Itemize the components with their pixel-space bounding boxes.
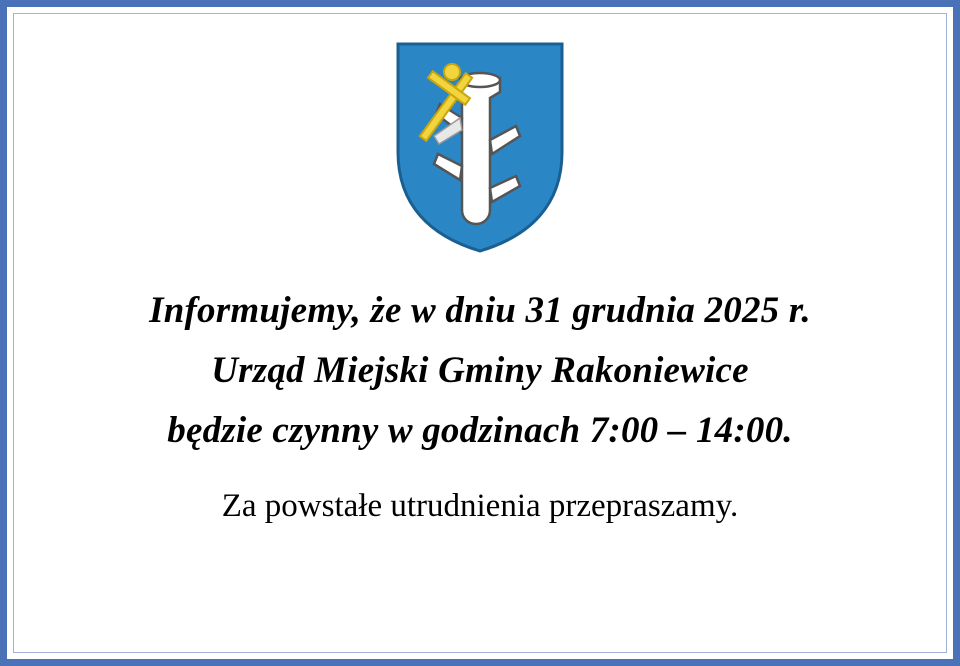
- notice-line-2: Urząd Miejski Gminy Rakoniewice: [211, 349, 749, 391]
- notice-line-1: Informujemy, że w dniu 31 grudnia 2025 r.: [149, 290, 811, 331]
- coat-of-arms-rakoniewice-icon: [390, 40, 570, 255]
- notice-text-block: [40, 281, 920, 528]
- notice-apology: Za powstałe utrudnienia przepraszamy.: [221, 487, 739, 524]
- notice-line-3: będzie czynny w godzinach 7:00 – 14:00.: [167, 409, 793, 451]
- notice-inner-border: [13, 13, 947, 653]
